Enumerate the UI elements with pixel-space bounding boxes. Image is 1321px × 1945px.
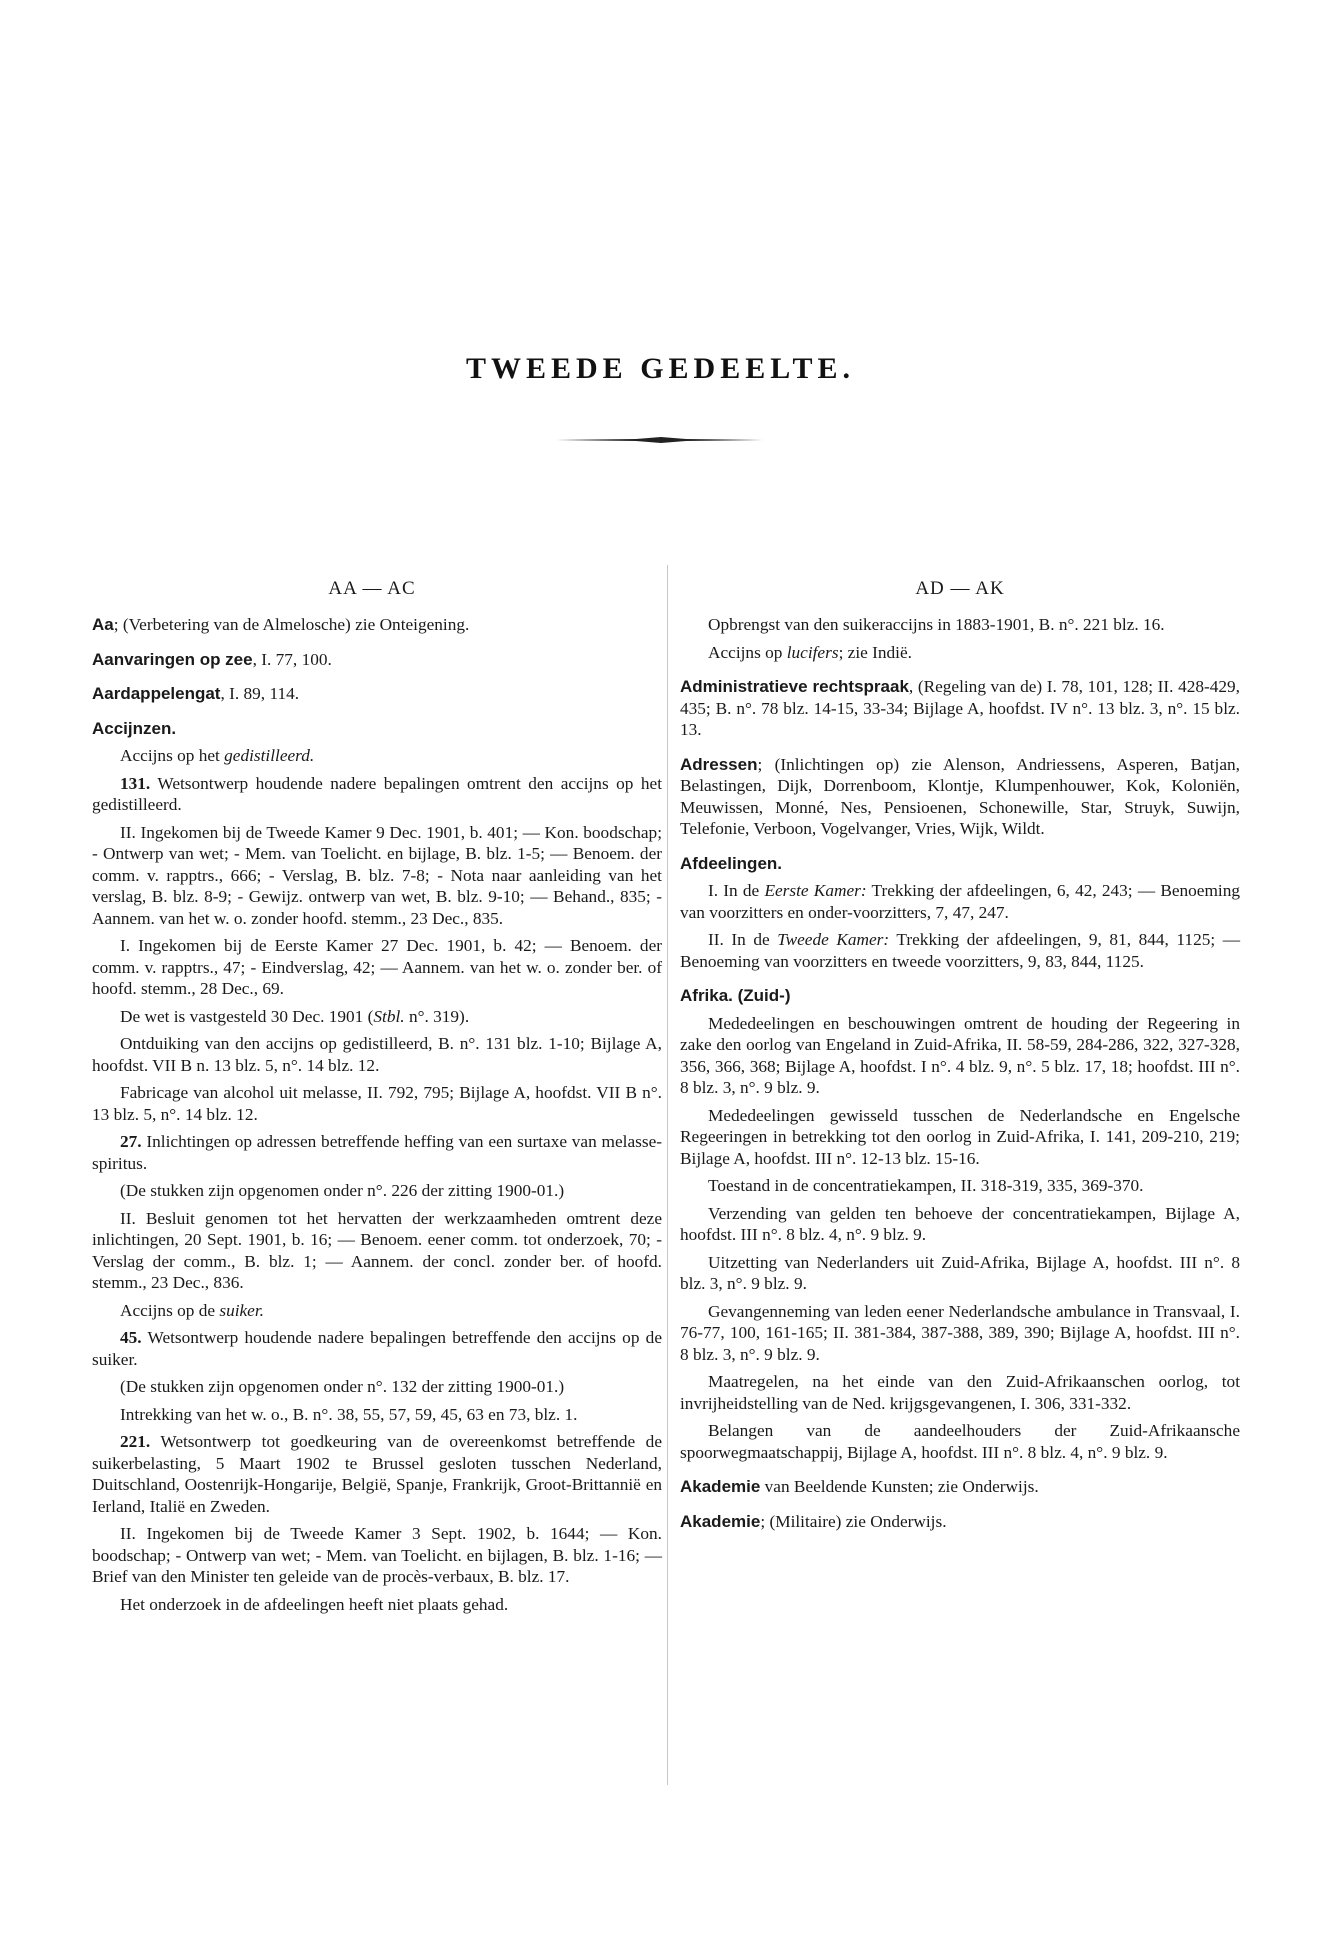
entry-adressen bbox=[680, 754, 1240, 840]
entry-text: ; (Inlichtingen op) zie Alenson, Andriessens, Asperen, Batjan, Belastingen, Dijk, Dorrenboom, Klontje, Klumpenhouwer, Kok, Koloniën, Meuwissen, Monné, Nes, Pensioenen, Schonewille, Star, Struyk, Suwijn, Telefonie, Verboon, Vogelvanger, Vries, Wijk, Wildt. bbox=[680, 754, 1240, 838]
paragraph: II. Besluit genomen tot het hervatten der werkzaamheden omtrent deze inlichtingen, 20 Sept. 1901, b. 16; — Benoem. eener comm. tot onderzoek, 70; - Verslag der comm., B. blz. 1; — Aannem. der concl. zonder ber. of hoofd. stemm., 23 Dec., 836. bbox=[92, 1208, 662, 1292]
subheading: Accijns op de suiker. bbox=[120, 1300, 264, 1320]
entry-akademie-kunsten bbox=[680, 1476, 1240, 1498]
entry-continuation bbox=[680, 614, 1240, 663]
paragraph: Mededeelingen en beschouwingen omtrent de houding der Regeering in zake den oorlog van Engeland in Zuid-Afrika, II. 58-59, 284-286, 322, 327-328, 356, 366, 368; Bijlage A, hoofdst. I n°. 4 blz. 9, n°. 5 blz. 17, 18; hoofdst. III n°. 8 blz. 3, n°. 9 blz. 9. bbox=[680, 1013, 1240, 1097]
paragraph: Belangen van de aandeelhouders der Zuid-Afrikaansche spoorwegmaatschappij, Bijlage A, hoofdst. III n°. 8 blz. 4, n°. 9 blz. 9. bbox=[680, 1421, 1240, 1462]
paragraph: 131. Wetsontwerp houdende nadere bepalingen omtrent den accijns op het gedistilleerd. bbox=[92, 773, 662, 814]
paragraph: I. Ingekomen bij de Eerste Kamer 27 Dec. 1901, b. 42; — Benoem. der comm. v. rapptrs., 47; - Eindverslag, 42; — Aannem. van het w. o. zonder ber. of hoofd. stemm., 28 Dec., 69. bbox=[92, 936, 662, 998]
entry-afrika bbox=[680, 985, 1240, 1463]
paragraph: Maatregelen, na het einde van den Zuid-Afrikaanschen oorlog, tot invrijheidstelling van de Ned. krijgsgevangenen, I. 306, 331-332. bbox=[680, 1372, 1240, 1413]
paragraph: Verzending van gelden ten behoeve der concentratiekampen, Bijlage A, hoofdst. III n°. 8 blz. 4, n°. 9 blz. 9. bbox=[680, 1203, 1240, 1244]
paragraph: Accijns op lucifers; zie Indië. bbox=[708, 642, 912, 662]
paragraph: De wet is vastgesteld 30 Dec. 1901 (Stbl. n°. 319). bbox=[120, 1006, 470, 1026]
paragraph: II. Ingekomen bij de Tweede Kamer 3 Sept. 1902, b. 1644; — Kon. boodschap; - Ontwerp van wet; - Mem. van Toelicht. en bijlagen, B. blz. 1-16; — Brief van den Minister ten geleide van de procès-verbaux, B. blz. 17. bbox=[92, 1524, 662, 1586]
headword: Accijnzen. bbox=[92, 718, 177, 738]
headword: Afrika. (Zuid-) bbox=[680, 986, 791, 1005]
paragraph: Het onderzoek in de afdeelingen heeft niet plaats gehad. bbox=[120, 1594, 509, 1614]
ornament-divider bbox=[556, 437, 766, 443]
entry-aanvaringen bbox=[92, 649, 662, 671]
paragraph: (De stukken zijn opgenomen onder n°. 132 der zitting 1900-01.) bbox=[120, 1377, 565, 1396]
entry-akademie-militaire bbox=[680, 1511, 1240, 1533]
subheading: Accijns op het gedistilleerd. bbox=[120, 746, 315, 765]
paragraph: II. In de Tweede Kamer: Trekking der afdeelingen, 9, 81, 844, 1125; — Benoeming van voorzitters en tweede voorzitters, 9, 83, 844, 1125. bbox=[680, 930, 1241, 971]
paragraph: 221. Wetsontwerp tot goedkeuring van de overeenkomst betreffende de suikerbelasting, 5 Maart 1902 te Brussel gesloten tusschen Nederland, Duitschland, Oostenrijk-Hongarije, België, Spanje, Frankrijk, Groot-Brittannië en Ierland, Italië en Zweden. bbox=[92, 1432, 662, 1516]
entry-accijnzen bbox=[92, 718, 662, 1616]
entry-text: , I. 89, 114. bbox=[220, 684, 300, 703]
headword: Aa bbox=[92, 615, 114, 634]
entry-text: ; (Militaire) zie Onderwijs. bbox=[760, 1511, 947, 1531]
entry-administratieve-rechtspraak bbox=[680, 676, 1240, 741]
entry-text: , (Regeling van de) I. 78, 101, 128; II. 428-429, 435; B. n°. 78 blz. 14-15, 33-34; Bijlage A, hoofdst. IV n°. 13 blz. 3, n°. 15 blz. 13. bbox=[680, 677, 1240, 739]
paragraph: Mededeelingen gewisseld tusschen de Nederlandsche en Engelsche Regeeringen in betrekking tot den oorlog in Zuid-Afrika, I. 141, 209-210, 219; Bijlage A, hoofdst. III n°. 12-13 blz. 15-16. bbox=[680, 1105, 1240, 1168]
paragraph: Ontduiking van den accijns op gedistilleerd, B. n°. 131 blz. 1-10; Bijlage A, hoofdst. VII B n. 13 blz. 5, n°. 14 blz. 12. bbox=[92, 1034, 662, 1075]
headword: Aardappelengat bbox=[92, 684, 221, 703]
entry-afdeelingen bbox=[680, 853, 1240, 973]
paragraph: Toestand in de concentratiekampen, II. 318-319, 335, 369-370. bbox=[708, 1176, 1144, 1195]
entry-text: ; (Verbetering van de Almelosche) zie Onteigening. bbox=[113, 615, 470, 634]
paragraph: 27. Inlichtingen op adressen betreffende heffing van een surtaxe van melasse-spiritus. bbox=[92, 1132, 662, 1173]
left-column bbox=[92, 614, 662, 1628]
entry-text: van Beeldende Kunsten; zie Onderwijs. bbox=[760, 1477, 1039, 1496]
entry-aa bbox=[92, 614, 662, 636]
paragraph: Fabricage van alcohol uit melasse, II. 792, 795; Bijlage A, hoofdst. VII B n°. 13 blz. 5, n°. 14 blz. 12. bbox=[92, 1083, 662, 1124]
paragraph: Gevangenneming van leden eener Nederlandsche ambulance in Transvaal, I. 76-77, 100, 161-165; II. 381-384, 387-388, 389, 390; Bijlage A, hoofdst. III n°. 8 blz. 3, n°. 9 blz. 9. bbox=[680, 1301, 1240, 1364]
paragraph: Opbrengst van den suikeraccijns in 1883-1901, B. n°. 221 blz. 16. bbox=[708, 615, 1165, 634]
headword: Afdeelingen. bbox=[680, 853, 783, 873]
page-title: TWEEDE GEDEELTE. bbox=[465, 352, 855, 385]
headword: Administratieve rechtspraak bbox=[680, 677, 909, 696]
paragraph: Intrekking van het w. o., B. n°. 38, 55, 57, 59, 45, 63 en 73, blz. 1. bbox=[120, 1404, 578, 1424]
paragraph: Uitzetting van Nederlanders uit Zuid-Afrika, Bijlage A, hoofdst. III n°. 8 blz. 3, n°. 9 blz. 9. bbox=[680, 1252, 1240, 1293]
headword: Akademie bbox=[680, 1477, 761, 1496]
left-column-header: AA — AC bbox=[328, 578, 416, 599]
paragraph: I. In de Eerste Kamer: Trekking der afdeelingen, 6, 42, 243; — Benoeming van voorzitters en onder-voorzitters, 7, 47, 247. bbox=[680, 881, 1240, 922]
paragraph: II. Ingekomen bij de Tweede Kamer 9 Dec. 1901, b. 401; — Kon. boodschap; - Ontwerp van wet; - Mem. van Toelicht. en bijlage, B. blz. 1-5; — Benoem. der comm. v. rapptrs., 666; - Verslag, B. blz. 7-8; - Nota naar aanleiding van het verslag, B. blz. 8-9; - Gewijz. ontwerp van wet, B. blz. 9-10; — Behand., 835; - Aannem. van het w. o. zonder hoofd. stemm., 23 Dec., 835. bbox=[92, 822, 662, 928]
entry-aardappelengat bbox=[92, 683, 662, 705]
paragraph: (De stukken zijn opgenomen onder n°. 226 der zitting 1900-01.) bbox=[120, 1181, 565, 1200]
paragraph: 45. Wetsontwerp houdende nadere bepalingen betreffende den accijns op de suiker. bbox=[92, 1328, 662, 1369]
right-column-header: AD — AK bbox=[915, 578, 1005, 599]
headword: Aanvaringen op zee bbox=[92, 649, 253, 669]
headword: Adressen bbox=[680, 754, 758, 774]
entry-text: , I. 77, 100. bbox=[252, 649, 332, 669]
headword: Akademie bbox=[680, 1511, 761, 1531]
column-divider bbox=[667, 565, 668, 1785]
right-column bbox=[680, 614, 1240, 1545]
